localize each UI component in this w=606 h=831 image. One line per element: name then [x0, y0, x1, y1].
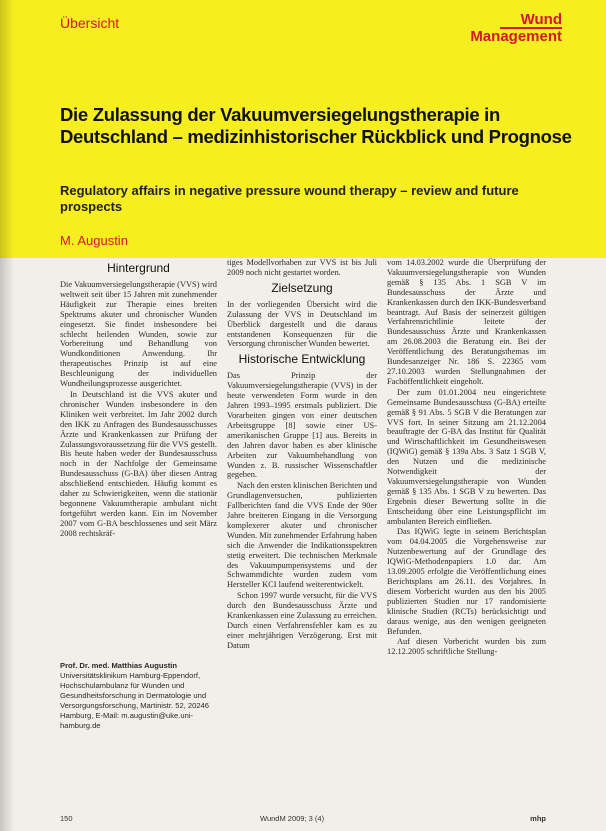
- affiliation-name: Prof. Dr. med. Matthias Augustin: [60, 661, 178, 670]
- column-1: [60, 258, 217, 540]
- heading-historische-entwicklung: Historische Entwicklung: [238, 352, 366, 367]
- paragraph: tiges Modellvorhaben zur VVS ist bis Juli 2009 noch nicht gestartet worden.: [227, 258, 377, 277]
- author-affiliation: [60, 661, 217, 731]
- article-title: Die Zulassung der Vakuumversiegelungstherapie in Deutschland – medizinhistorischer Rückblick und Prognose: [60, 104, 572, 147]
- journal-citation: WundM 2009; 3 (4): [260, 814, 325, 823]
- section-label: Übersicht: [60, 15, 120, 31]
- paragraph: Schon 1997 wurde versucht, für die VVS durch den Bundesausschuss Ärzte und Krankenkassen eine Zulassung zu erreichen. Durch einen Verfahrensfehler kam es zu einer mehrjährigen Verzögerung. Erst mit Datum: [227, 591, 377, 650]
- heading-hintergrund: Hintergrund: [107, 261, 170, 275]
- paragraph: vom 14.03.2002 wurde die Überprüfung der Vakuumversiegelungstherapie von Wunden gemäß § 135 Abs. 1 SGB V im Bundesausschuss der Ärzte und Krankenkassen durch den IKK-Bundesverband beantragt. Auf Basis der seinerzeit gültigen Verfahrensrichtlinie leitete der Bundesausschuss Ärzte und Krankenkassen am 26.08.2003 die Beratung ein. Bei der Veröffentlichung des Beratungsthemas im Bundesanzeiger Nr. 186 S. 22365 vom 27.10.2003 wurden Stellungnahmen der Fachöffentlichkeit eingeholt.: [387, 258, 546, 386]
- column-3: [387, 258, 546, 658]
- paragraph: In Deutschland ist die VVS akuter und chronischer Wunden insbesondere in den Kliniken weit verbreitet. Im Jahr 2002 durch den IKK zu Anfragen des Bundesausschusses Ärzte und Krankenkassen zur Prüfung der Zulassungsvoraussetzung für die VVS gestellt. Bis heute haben weder der Bundesausschuss noch in der Nachfolge der Gemeinsame Bundesausschuss (G-BA) über diesen Antrag abschließend entschieden. Häufig kommt es daher zu Schwierigkeiten, wenn die stationär begonnene Vakuumtherapie ambulant nicht fortgeführt werden kann. Ein im November 2007 vom G-BA beschlossenes und seit März 2008 rechtskräf-: [60, 389, 217, 538]
- page-number: 150: [60, 814, 73, 823]
- paragraph: Auf diesen Vorbericht wurden bis zum 12.12.2005 schriftliche Stellung-: [387, 637, 546, 657]
- journal-logo: [470, 13, 562, 43]
- paragraph: Die Vakuumversiegelungstherapie (VVS) wird weltweit seit über 15 Jahren mit zunehmender Häufigkeit zur Therapie eines breiten Spektrums akuter und chronischer Wunden eingesetzt. Sie findet insbesondere bei schlecht heilenden Wunden, sowie zur Vorbereitung und Behandlung von Wundkonditionen Anwendung. Ihr therapeutisches Prinzip ist auf eine Beschleunigung der individuellen Wundheilungsprozesse ausgerichtet.: [60, 280, 217, 389]
- paragraph: Das IQWiG legte in seinem Berichtsplan vom 04.04.2005 die Vorgehensweise zur Nutzenbewertung auf der Grundlage des IQWiG-Methodenpapiers 1.0 dar. Am 13.09.2005 erfolgte die Veröffentlichung eines Berichtsplans am 26.11. des Vorjahres. In diesem Vorbericht wurden aus den bis 2005 publizierten Studien nur 17 randomisierte klinische Studien (RCTs) berücksichtigt und daraus wenige, aus den wenigen geeigneten Befunden.: [387, 527, 546, 636]
- article-author: M. Augustin: [60, 233, 128, 248]
- title-banner: [0, 0, 606, 258]
- column-2: [227, 258, 377, 652]
- affiliation-address: Universitätsklinikum Hamburg-Eppendorf, Hochschulambulanz für Wunden und Gesundheitsforschung in Dermatologie und Versorgungsforschung, Martinistr. 52, 20246 Hamburg, E-Mail: m.augustin@uke.uni-hamburg.de: [60, 671, 210, 730]
- publisher-logo: mhp: [530, 814, 546, 823]
- paragraph: Das Prinzip der Vakuumversiegelungstherapie (VVS) in der heute verwendeten Form wurde in den Jahren 1993–1995 erstmals publiziert. Die Vorarbeiten gingen von einer deutschen Arbeitsgruppe [8] sowie einer US-amerikanischen Gruppe [1] aus. Bereits in den Jahren davor haben es aber klinische Arbeiten zur Vakuumbehandlung von Wunden z. B. russischer Wissenschaftler gegeben.: [227, 371, 377, 480]
- binding-shadow: [0, 0, 14, 831]
- heading-zielsetzung: Zielsetzung: [271, 280, 333, 295]
- logo-word-wund: Wund: [520, 11, 562, 28]
- page-footer: [60, 814, 546, 826]
- paragraph: Der zum 01.01.2004 neu eingerichtete Gemeinsame Bundesausschuss (G-BA) erteilte gemäß § 91 Abs. 5 SGB V die Beratungen zur VVS fort. In seiner Sitzung am 21.12.2004 beauftragte der G-BA das Institut für Qualität und Wirtschaftlichkeit im Gesundheitswesen (IQWiG) gemäß § 139a Abs. 3 Satz 1 SGB V, den Nutzen und die medizinische Notwendigkeit der Vakuumversiegelungstherapie von Wunden gemäß § 135 Abs. 1 SGB V zu bewerten. Das Ergebnis dieser Bewertung sollte in die Entscheidung über eine Leistungspflicht im ambulanten Bereich einfließen.: [387, 387, 546, 526]
- paragraph: In der vorliegenden Übersicht wird die Zulassung der VVS in Deutschland im Überblick dargestellt und die daraus entstandenen Konsequenzen für die Versorgung chronischer Wunden bewertet.: [227, 299, 377, 349]
- logo-word-management: Management: [470, 28, 562, 45]
- paragraph: Nach den ersten klinischen Berichten und Grundlagenversuchen, publizierten Fallberichten fand die VVS Ende der 90er Jahre breiteren Eingang in die Versorgung komplexerer akuter und chronischer Wunden. Mit zunehmender Erfahrung haben sich die Anwender die Indikationsspektren stetig erweitert. Die technischen Merkmale des Vakuumpumpensystems und der Schwammdichte wurden zudem vom Hersteller KCI laufend weiterentwickelt.: [227, 481, 377, 590]
- article-subtitle: Regulatory affairs in negative pressure wound therapy – review and future prospects: [60, 183, 519, 214]
